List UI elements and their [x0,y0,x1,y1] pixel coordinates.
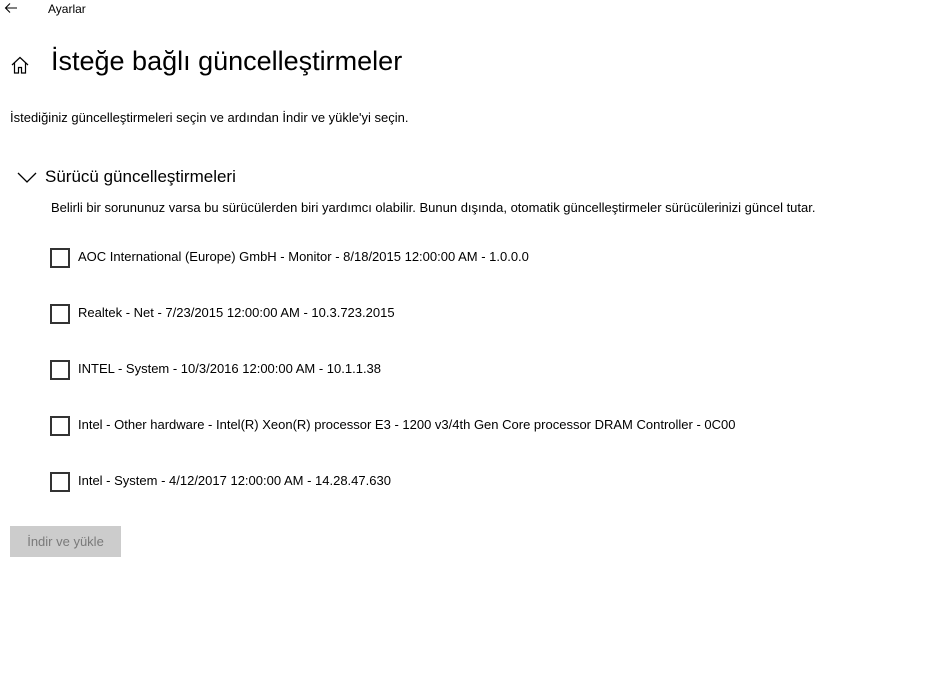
back-arrow-icon [2,0,20,18]
title-bar [0,0,943,20]
checkbox[interactable] [50,360,70,380]
checkbox[interactable] [50,472,70,492]
page-intro-text: İstediğiniz güncelleştirmeleri seçin ve ardından İndir ve yükle'yi seçin. [10,110,409,125]
driver-label: Intel - Other hardware - Intel(R) Xeon(R) processor E3 - 1200 v3/4th Gen Core processor DRAM Controller - 0C00 [78,417,736,432]
driver-item-realtek-net[interactable] [50,302,930,358]
checkbox[interactable] [50,416,70,436]
driver-item-intel-system-2016[interactable] [50,358,930,414]
driver-label: AOC International (Europe) GmbH - Monitor - 8/18/2015 12:00:00 AM - 1.0.0.0 [78,249,529,264]
page-title: İsteğe bağlı güncelleştirmeler [51,46,403,76]
driver-label: Intel - System - 4/12/2017 12:00:00 AM - 14.28.47.630 [78,473,391,488]
driver-item-intel-dram-controller[interactable] [50,414,930,470]
checkbox[interactable] [50,248,70,268]
chevron-down-icon [17,171,37,185]
back-button[interactable] [2,0,20,18]
home-button[interactable] [10,55,30,75]
driver-list [50,246,930,526]
section-title: Sürücü güncelleştirmeleri [45,167,236,186]
section-description: Belirli bir sorununuz varsa bu sürücülerden biri yardımcı olabilir. Bunun dışında, otomatik güncelleştirmeler sürücülerinizi güncel tutar. [51,200,816,215]
driver-item-intel-system-2017[interactable] [50,470,930,526]
driver-label: Realtek - Net - 7/23/2015 12:00:00 AM - 10.3.723.2015 [78,305,395,320]
driver-item-aoc-monitor[interactable] [50,246,930,302]
driver-label: INTEL - System - 10/3/2016 12:00:00 AM - 10.1.1.38 [78,361,382,376]
app-title: Ayarlar [48,2,86,16]
home-icon [10,55,30,75]
checkbox[interactable] [50,304,70,324]
download-and-install-button[interactable]: İndir ve yükle [10,526,121,557]
